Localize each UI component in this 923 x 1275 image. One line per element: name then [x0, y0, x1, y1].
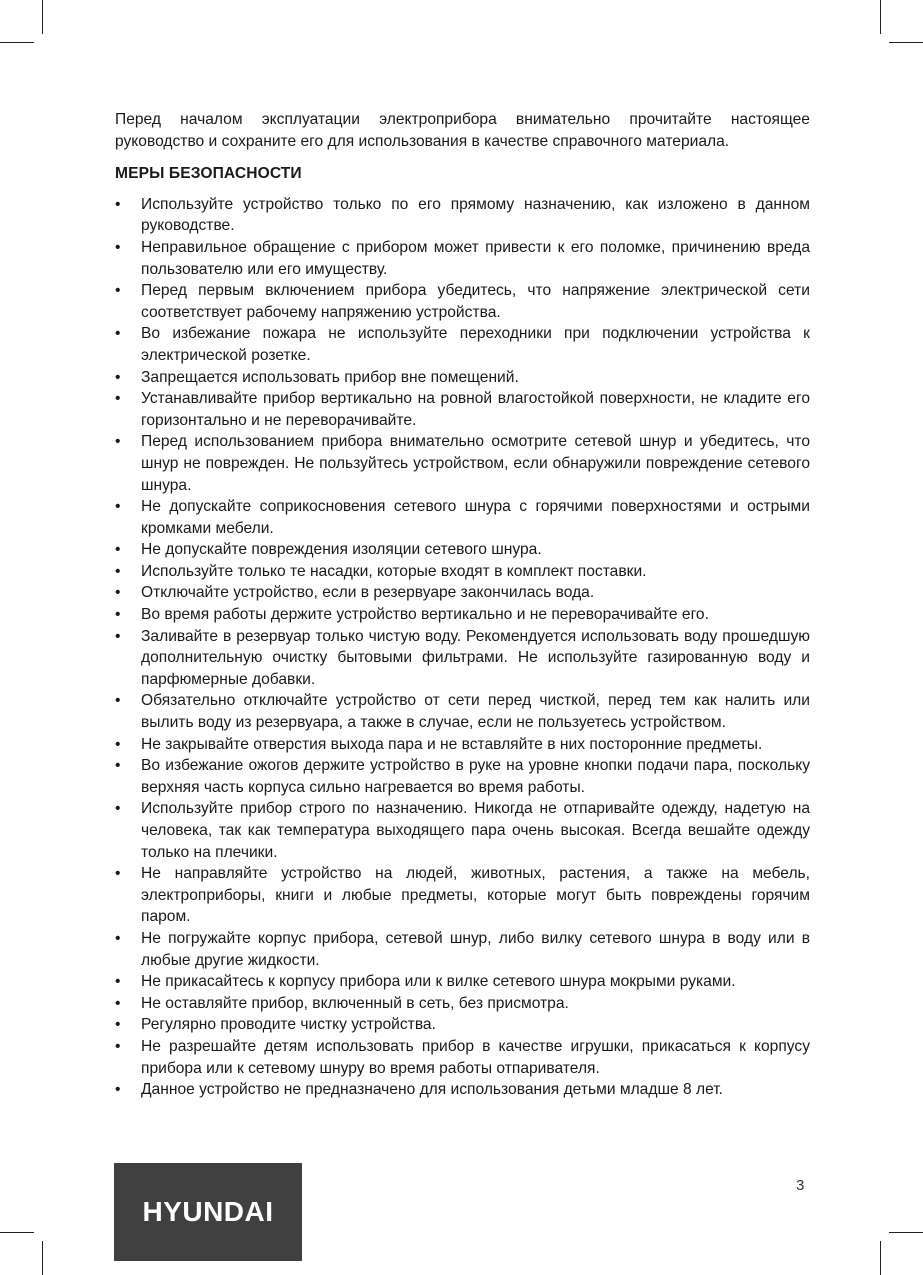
bullet-icon: •	[115, 800, 121, 818]
crop-mark-top-left	[42, 0, 43, 34]
bullet-icon: •	[115, 1037, 121, 1055]
bullet-icon: •	[115, 865, 121, 883]
list-item-text: Перед использованием прибора внимательно осмотрите сетевой шнур и убедитесь, что шнур не поврежден. Не пользуйтесь устройством, если обнаружили повреждение сетевого шнура.	[141, 433, 810, 494]
list-item	[115, 690, 810, 733]
list-item-text: Запрещается использовать прибор вне помещений.	[141, 368, 519, 386]
list-item-text: Не оставляйте прибор, включенный в сеть, без присмотра.	[141, 994, 569, 1012]
bullet-icon: •	[115, 541, 121, 559]
list-item-text: Не допускайте повреждения изоляции сетевого шнура.	[141, 541, 542, 559]
list-item	[115, 561, 810, 583]
list-item	[115, 496, 810, 539]
bullet-icon: •	[115, 692, 121, 710]
list-item-text: Во время работы держите устройство вертикально и не переворачивайте его.	[141, 606, 709, 624]
list-item	[115, 1036, 810, 1079]
list-item-text: Не погружайте корпус прибора, сетевой шнур, либо вилку сетевого шнура в воду или в любые другие жидкости.	[141, 929, 810, 969]
bullet-icon: •	[115, 606, 121, 624]
bullet-icon: •	[115, 994, 121, 1012]
bullet-icon: •	[115, 498, 121, 516]
bullet-icon: •	[115, 390, 121, 408]
list-item	[115, 734, 810, 756]
list-item-text: Не разрешайте детям использовать прибор в качестве игрушки, прикасаться к корпусу прибора или к сетевому шнуру во время работы отпаривателя.	[141, 1037, 810, 1077]
list-item-text: Заливайте в резервуар только чистую воду. Рекомендуется использовать воду прошедшую дополнительную очистку бытовыми фильтрами. Не используйте газированную воду и парфюмерные добавки.	[141, 627, 810, 688]
list-item	[115, 971, 810, 993]
list-item-text: Не закрывайте отверстия выхода пара и не вставляйте в них посторонние предметы.	[141, 735, 763, 753]
crop-mark-bottom-left-h	[0, 1232, 34, 1233]
list-item-text: Используйте прибор строго по назначению. Никогда не отпаривайте одежду, надетую на человека, так как температура выходящего пара очень высокая. Всегда вешайте одежду только на плечики.	[141, 800, 810, 861]
bullet-icon: •	[115, 735, 121, 753]
list-item-text: Обязательно отключайте устройство от сети перед чисткой, перед тем как налить или вылить воду из резервуара, а также в случае, если не пользуетесь устройством.	[141, 692, 810, 732]
list-item-text: Не прикасайтесь к корпусу прибора или к вилке сетевого шнура мокрыми руками.	[141, 973, 736, 991]
list-item	[115, 539, 810, 561]
bullet-icon: •	[115, 368, 121, 386]
bullet-icon: •	[115, 282, 121, 300]
list-item	[115, 388, 810, 431]
list-item	[115, 755, 810, 798]
list-item-text: Используйте устройство только по его прямому назначению, как изложено в данном руководстве.	[141, 195, 810, 235]
bullet-icon: •	[115, 325, 121, 343]
bullet-icon: •	[115, 562, 121, 580]
bullet-icon: •	[115, 1081, 121, 1099]
crop-mark-top-right	[880, 0, 881, 34]
list-item-text: Используйте только те насадки, которые входят в комплект поставки.	[141, 562, 647, 580]
section-heading: МЕРЫ БЕЗОПАСНОСТИ	[115, 165, 302, 183]
list-item-text: Отключайте устройство, если в резервуаре закончилась вода.	[141, 584, 595, 602]
list-item	[115, 604, 810, 626]
list-item-text: Данное устройство не предназначено для использования детьми младше 8 лет.	[141, 1081, 723, 1099]
bullet-icon: •	[115, 1016, 121, 1034]
list-item	[115, 237, 810, 280]
intro-paragraph: Перед началом эксплуатации электроприбора внимательно прочитайте настоящее руководство и сохраните его для использования в качестве справочного материала.	[115, 111, 810, 150]
page-content	[115, 109, 810, 1101]
list-item	[115, 194, 810, 237]
bullet-icon: •	[115, 238, 121, 256]
brand-logo	[114, 1163, 302, 1261]
list-item	[115, 280, 810, 323]
bullet-icon: •	[115, 433, 121, 451]
safety-rules-list	[115, 194, 810, 1101]
list-item	[115, 1079, 810, 1101]
list-item	[115, 1014, 810, 1036]
list-item-text: Не направляйте устройство на людей, животных, растения, а также на мебель, электроприборы, книги и любые предметы, которые могут быть повреждены горячим паром.	[141, 865, 810, 926]
crop-mark-top-right-h	[889, 42, 923, 43]
list-item	[115, 367, 810, 389]
crop-mark-bottom-right	[880, 1241, 881, 1275]
list-item-text: Во избежание ожогов держите устройство в руке на уровне кнопки подачи пара, поскольку верхняя часть корпуса сильно нагревается во время работы.	[141, 757, 810, 796]
list-item	[115, 863, 810, 928]
list-item-text: Перед первым включением прибора убедитесь, что напряжение электрической сети соответствует рабочему напряжению устройства.	[141, 282, 810, 321]
list-item-text: Не допускайте соприкосновения сетевого шнура с горячими поверхностями и острыми кромками мебели.	[141, 498, 810, 537]
bullet-icon: •	[115, 757, 121, 775]
page-number: 3	[796, 1177, 805, 1194]
bullet-icon: •	[115, 973, 121, 991]
list-item	[115, 582, 810, 604]
list-item	[115, 928, 810, 971]
bullet-icon: •	[115, 584, 121, 602]
list-item	[115, 798, 810, 863]
list-item-text: Регулярно проводите чистку устройства.	[141, 1016, 436, 1034]
bullet-icon: •	[115, 929, 121, 947]
list-item-text: Неправильное обращение с прибором может привести к его поломке, причинению вреда пользователю или его имуществу.	[141, 238, 810, 278]
crop-mark-bottom-right-h	[889, 1232, 923, 1233]
list-item-text: Устанавливайте прибор вертикально на ровной влагостойкой поверхности, не кладите его горизонтально и не переворачивайте.	[141, 390, 810, 429]
bullet-icon: •	[115, 627, 121, 645]
list-item	[115, 323, 810, 366]
list-item-text: Во избежание пожара не используйте переходники при подключении устройства к электрической розетке.	[141, 325, 810, 364]
logo-text: HYUNDAI	[142, 1196, 274, 1227]
crop-mark-top-left-h	[0, 42, 34, 43]
list-item	[115, 993, 810, 1015]
list-item	[115, 431, 810, 496]
list-item	[115, 626, 810, 691]
crop-mark-bottom-left	[42, 1241, 43, 1275]
bullet-icon: •	[115, 195, 121, 213]
